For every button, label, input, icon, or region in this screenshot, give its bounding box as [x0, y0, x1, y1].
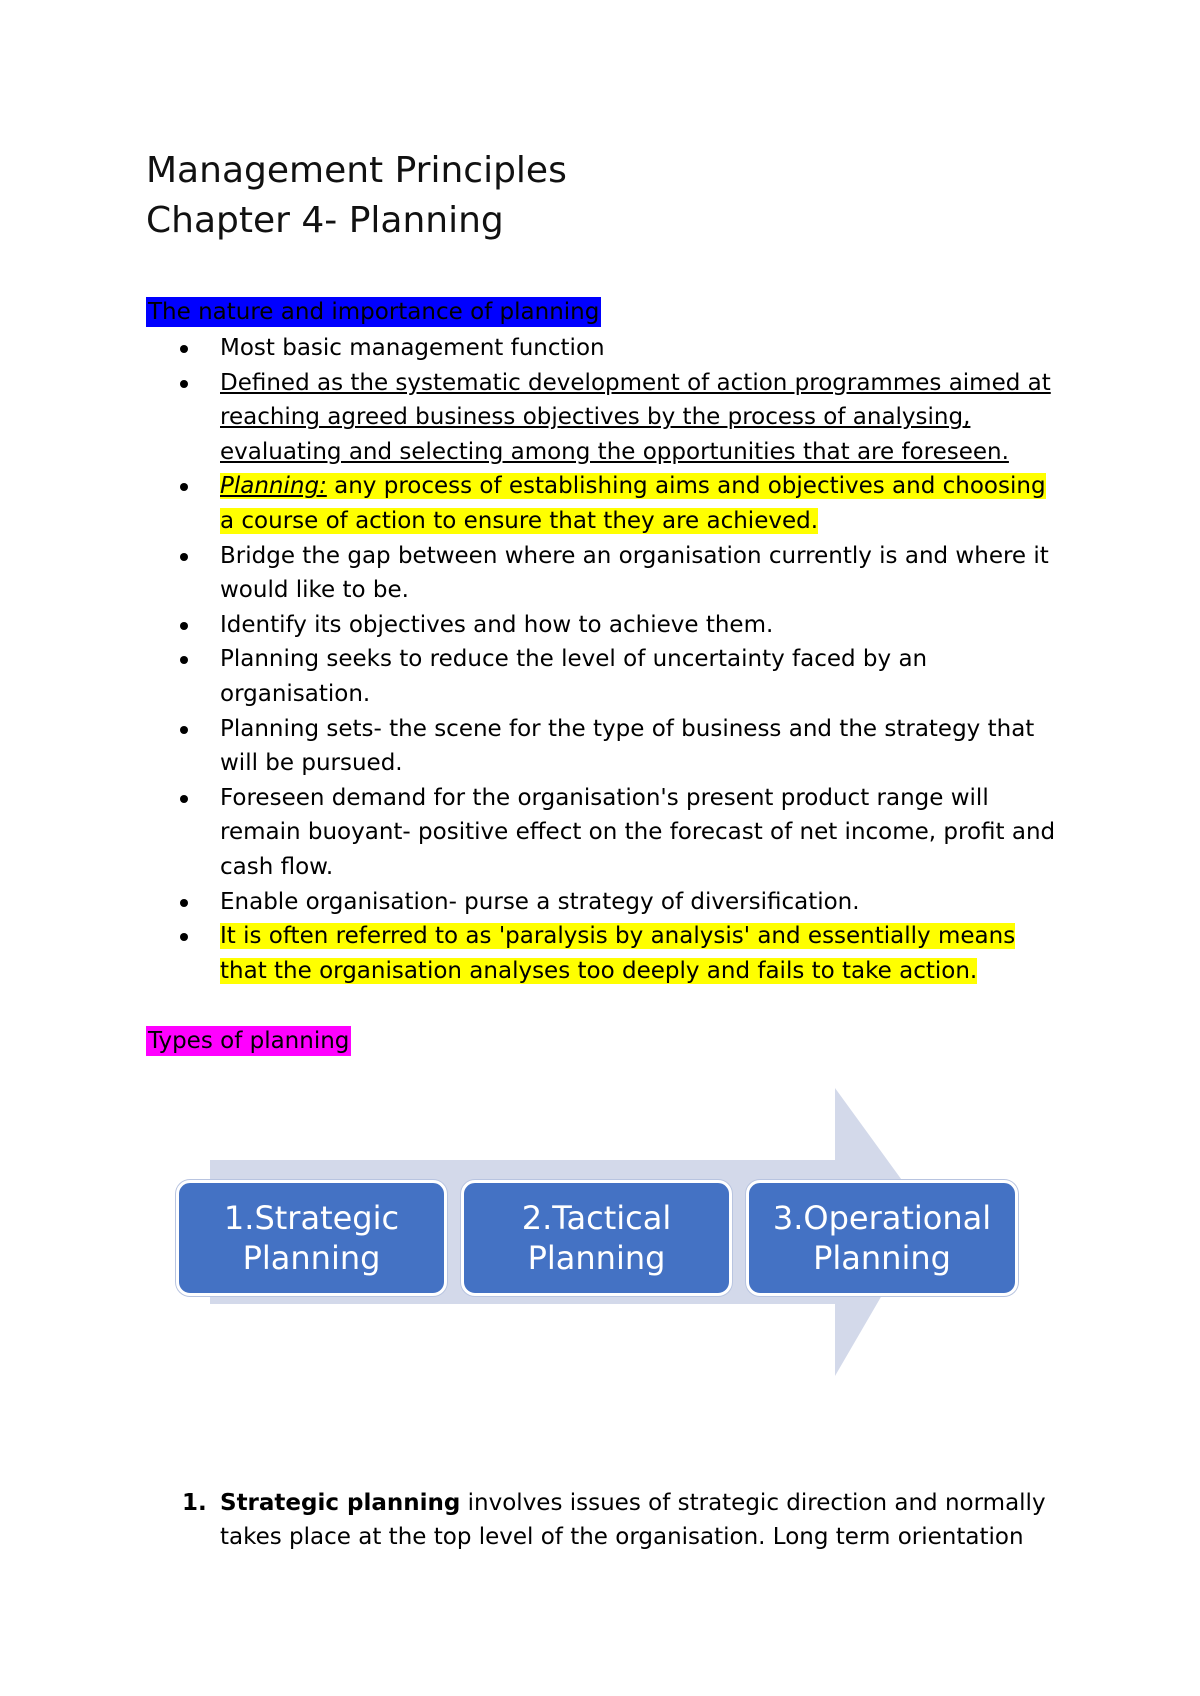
- planning-types-diagram: [170, 1088, 1030, 1388]
- bullet-icon: [180, 380, 188, 388]
- list-item: [0, 781, 1060, 885]
- numbered-list: [0, 1486, 1200, 1554]
- list-item-text: Planning sets- the scene for the type of business and the strategy that will be pursued.: [220, 715, 1035, 777]
- list-item: [0, 331, 1060, 366]
- chapter-title: Chapter 4- Planning: [146, 200, 504, 241]
- list-item: [0, 1486, 1060, 1554]
- operational-planning-box: 3.Operational Planning: [746, 1180, 1018, 1296]
- list-item-text: any process of establishing aims and objectives and choosing a course of action to ensure that they are achieved.: [220, 473, 1046, 534]
- bullet-icon: [180, 795, 188, 803]
- list-item-text: Bridge the gap between where an organisation currently is and where it would like to be.: [220, 542, 1049, 604]
- list-item: [0, 469, 1060, 538]
- term-label: Planning:: [220, 473, 327, 500]
- list-item-text: Most basic management function: [220, 335, 605, 361]
- bullet-icon: [180, 483, 188, 491]
- list-number: 1.: [182, 1490, 207, 1516]
- list-item: [0, 366, 1060, 470]
- list-item: [0, 608, 1060, 643]
- list-item: [0, 539, 1060, 608]
- term-label: Strategic planning: [220, 1490, 461, 1516]
- list-item-text: Identify its objectives and how to achieve them.: [220, 611, 774, 638]
- list-item-text: Defined as the systematic development of action programmes aimed at reaching agreed business objectives by the process of analysing, evaluating and selecting among the opportunities that are foreseen.: [220, 369, 1051, 465]
- document-title: Management Principles: [146, 150, 567, 191]
- list-item-text: Foreseen demand for the organisation's present product range will remain buoyant- positive effect on the forecast of net income, profit and cash flow.: [220, 784, 1056, 880]
- bullet-icon: [180, 656, 188, 664]
- list-item: [0, 642, 1060, 711]
- list-item-text: It is often referred to as 'paralysis by analysis' and essentially means that the organisation analyses too deeply and fails to take action.: [220, 923, 1016, 984]
- list-item: [0, 885, 1060, 920]
- list-item-text: Enable organisation- purse a strategy of diversification.: [220, 888, 860, 915]
- list-item: [0, 712, 1060, 781]
- bullet-icon: [180, 899, 188, 907]
- bullet-list: [0, 331, 1200, 988]
- bullet-icon: [180, 622, 188, 630]
- bullet-icon: [180, 553, 188, 561]
- section-heading-types: Types of planning: [148, 1028, 350, 1054]
- list-item: [0, 919, 1060, 988]
- bullet-icon: [180, 933, 188, 941]
- strategic-planning-box: 1.Strategic Planning: [176, 1180, 447, 1296]
- list-item-text: Planning seeks to reduce the level of uncertainty faced by an organisation.: [220, 646, 928, 707]
- bullet-icon: [180, 345, 188, 353]
- tactical-planning-box: 2.Tactical Planning: [461, 1180, 732, 1296]
- bullet-icon: [180, 726, 188, 734]
- list-item-text: involves issues of strategic direction and normally takes place at the top level of the organisation. Long term orientation: [220, 1490, 1046, 1550]
- section-heading-nature: The nature and importance of planning: [148, 299, 600, 325]
